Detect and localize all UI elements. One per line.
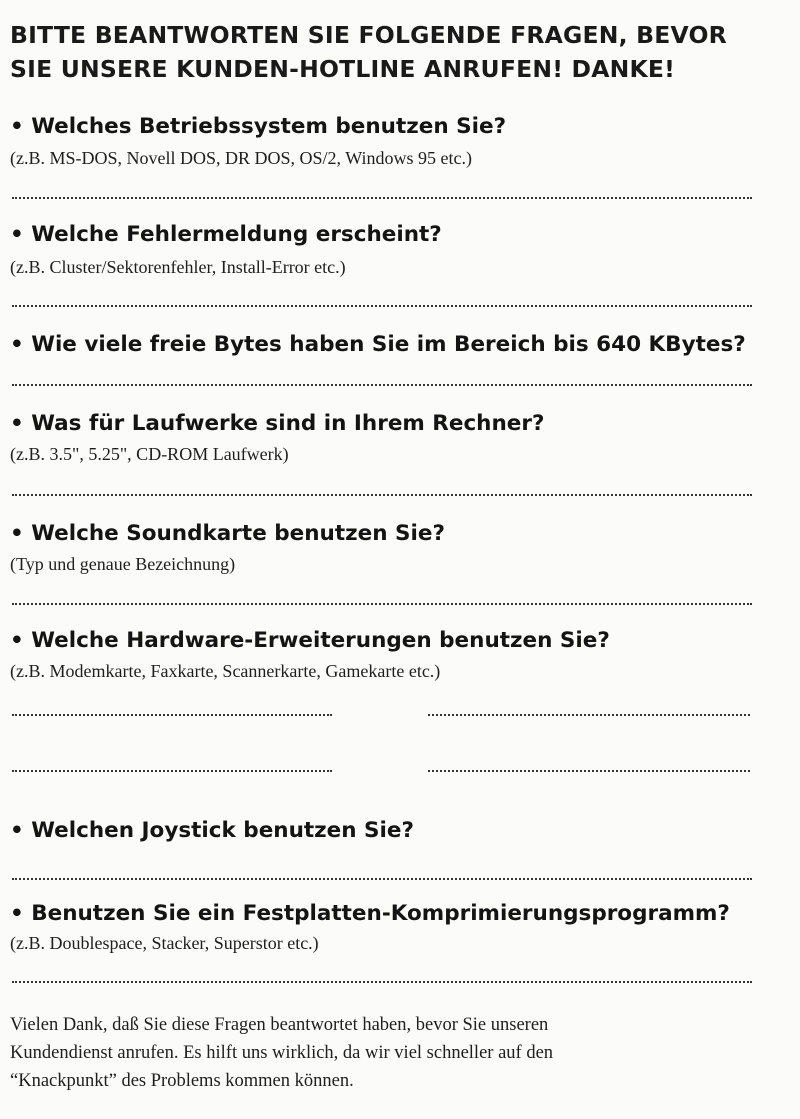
question-joystick: • Welchen Joystick benutzen Sie? — [10, 818, 414, 843]
answer-line-hardware-2[interactable] — [428, 714, 750, 716]
question-compression: • Benutzen Sie ein Festplatten-Komprimierungsprogramm? — [10, 901, 730, 926]
answer-line-joystick[interactable] — [12, 878, 752, 880]
answer-line-drives[interactable] — [12, 494, 752, 496]
hint-operating-system: (z.B. MS-DOS, Novell DOS, DR DOS, OS/2, Windows 95 etc.) — [10, 148, 472, 168]
answer-line-error-message[interactable] — [12, 305, 752, 307]
hint-hardware-extensions: (z.B. Modemkarte, Faxkarte, Scannerkarte, Gamekarte etc.) — [10, 661, 441, 681]
hint-drives: (z.B. 3.5", 5.25", CD-ROM Laufwerk) — [10, 444, 289, 464]
question-error-message: • Welche Fehlermeldung erscheint? — [10, 222, 442, 247]
footer-thanks — [10, 1011, 790, 1095]
hint-error-message: (z.B. Cluster/Sektorenfehler, Install-Error etc.) — [10, 257, 346, 277]
answer-line-operating-system[interactable] — [12, 197, 752, 199]
question-free-memory: • Wie viele freie Bytes haben Sie im Bereich bis 640 KBytes? — [10, 332, 746, 357]
question-hardware-extensions: • Welche Hardware-Erweiterungen benutzen Sie? — [10, 628, 610, 653]
hint-compression: (z.B. Doublespace, Stacker, Superstor etc.) — [10, 933, 319, 953]
header — [10, 18, 790, 86]
header-line-1: BITTE BEANTWORTEN SIE FOLGENDE FRAGEN, BEVOR — [10, 21, 727, 49]
footer-line-1: Vielen Dank, daß Sie diese Fragen beantwortet haben, bevor Sie unseren — [10, 1015, 549, 1035]
answer-line-free-memory[interactable] — [12, 384, 752, 386]
question-drives: • Was für Laufwerke sind in Ihrem Rechner? — [10, 411, 545, 436]
answer-line-soundcard[interactable] — [12, 603, 752, 605]
footer-line-3: “Knackpunkt” des Problems kommen können. — [10, 1071, 354, 1091]
answer-line-hardware-4[interactable] — [428, 770, 750, 772]
footer-line-2: Kundendienst anrufen. Es hilft uns wirklich, da wir viel schneller auf den — [10, 1043, 554, 1063]
hint-soundcard: (Typ und genaue Bezeichnung) — [10, 554, 236, 574]
answer-line-compression[interactable] — [12, 981, 752, 983]
question-operating-system: • Welches Betriebssystem benutzen Sie? — [10, 114, 507, 139]
question-soundcard: • Welche Soundkarte benutzen Sie? — [10, 521, 445, 546]
answer-line-hardware-3[interactable] — [12, 770, 332, 772]
answer-line-hardware-1[interactable] — [12, 714, 332, 716]
header-line-2: SIE UNSERE KUNDEN-HOTLINE ANRUFEN! DANKE! — [10, 55, 676, 83]
